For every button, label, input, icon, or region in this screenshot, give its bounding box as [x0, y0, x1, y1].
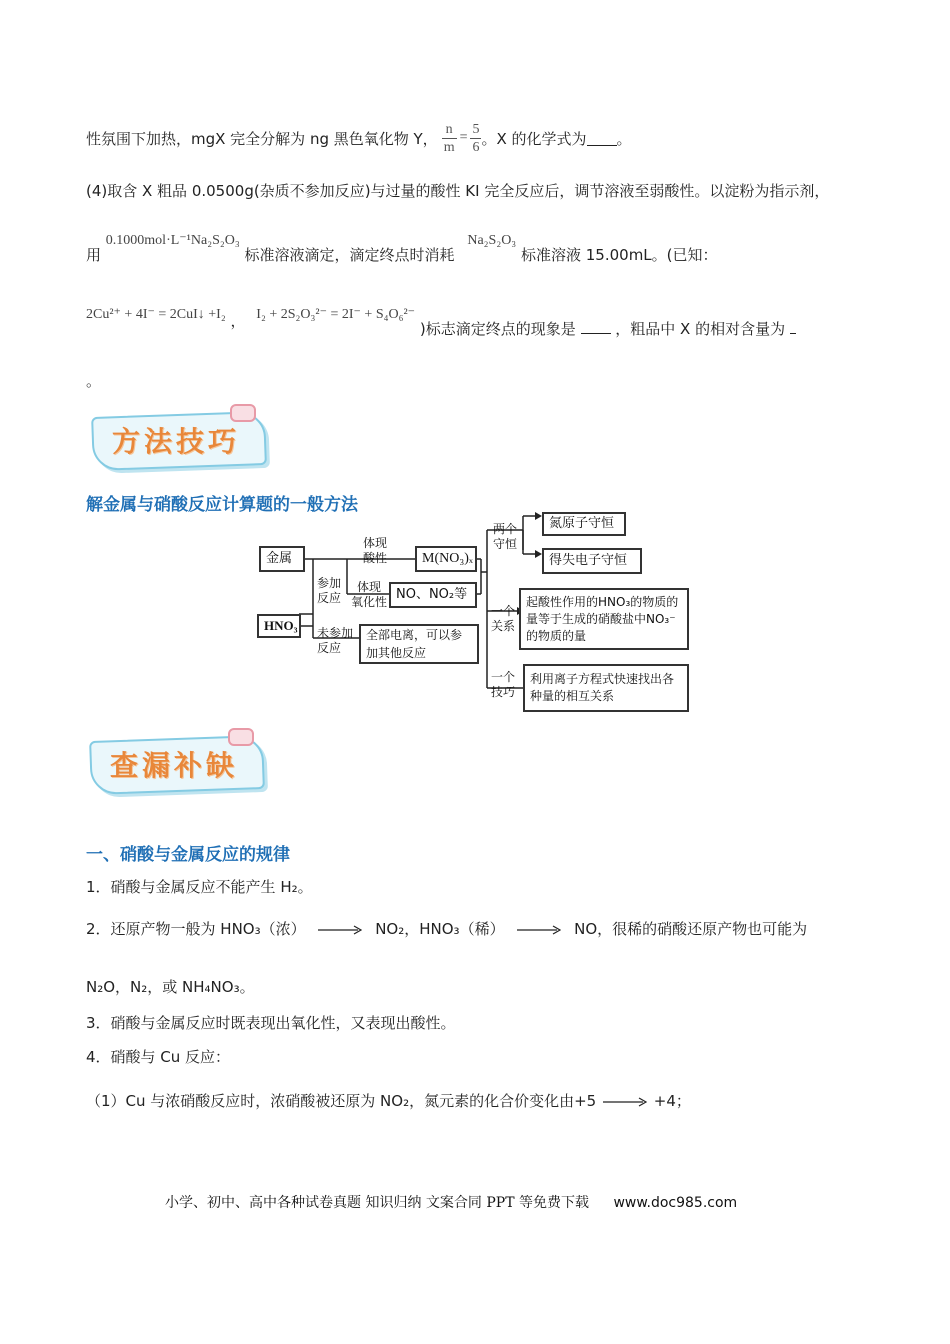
item-4: 4．硝酸与 Cu 反应： [86, 1048, 231, 1066]
n-atom-box: 氮原子守恒 [542, 512, 626, 536]
q4-line1: (4)取含 X 粗品 0.0500g(杂质不参加反应)与过量的酸性 KI 完全反应后，调节溶液至弱酸性。以淀粉为指示剂， [86, 182, 830, 200]
answer-blank [587, 131, 617, 146]
answer-blank [581, 319, 611, 334]
fraction-n-m: $\frac{n}{m}$ [443, 121, 455, 155]
label-participate: 参加 反应 [317, 576, 342, 605]
right-arrow-icon [517, 925, 561, 935]
right-arrow-icon [603, 1097, 647, 1107]
q4-line3: 2Cu²⁺ + 4I⁻ = 2CuI↓ +I₂ ， I₂ + 2S₂O₃²⁻ = 2I⁻ + S₄O₆²⁻ )标志滴定终点的现象是 ，粗品中 X 的相对含量为 [86, 302, 796, 323]
badge-method-tips: 方法技巧 [92, 404, 272, 470]
right-arrow-icon [318, 925, 362, 935]
item-4-1: （1）Cu 与浓硝酸反应时，浓硝酸被还原为 NO₂，氮元素的化合价变化由+5 +4； [86, 1092, 691, 1110]
equation-cu-i: 2Cu²⁺ + 4I⁻ = 2CuI↓ +I₂ [86, 307, 226, 322]
footer [165, 1192, 737, 1212]
q4-line2: 用 0.1000mol·L⁻¹Na₂S₂O₃ 标准溶液滴定，滴定终点时消耗 Na₂S₂O₃ 标准溶液 15.00mL。(已知： [86, 233, 718, 264]
q3-line: 性氛围下加热，mgX 完全分解为 ng 黑色氧化物 Y， $\frac{n}{m}$ = $\frac{5}{6}$ 。X 的化学式为 。 [86, 121, 632, 155]
item-3: 3．硝酸与金属反应时既表现出氧化性，又表现出酸性。 [86, 1014, 456, 1032]
label-two-conservations: 两个 守恒 [493, 522, 518, 551]
metal-box: 金属 [259, 546, 305, 572]
footer-left: 小学、初中、高中各种试卷真题 知识归纳 文案合同 PPT 等免费下载 [165, 1195, 589, 1211]
m-no3-box: M(NO₃)ₓ [415, 546, 477, 572]
skill-box: 利用离子方程式快速找出各种量的相互关系 [523, 664, 689, 712]
section-title: 一、硝酸与金属反应的规律 [86, 845, 290, 865]
item-1: 1．硝酸与金属反应不能产生 H₂。 [86, 878, 313, 896]
relation-box: 起酸性作用的HNO₃的物质的量等于生成的硝酸盐中NO₃⁻的物质的量 [519, 588, 689, 650]
item-2-cont: N₂O，N₂，或 NH₄NO₃。 [86, 978, 255, 996]
flow-diagram [255, 508, 695, 718]
answer-blank [790, 319, 796, 334]
label-not-participate: 未参加 反应 [317, 626, 354, 655]
label-acid: 体现 酸性 [363, 536, 388, 565]
equation-i2-s2o3: I₂ + 2S₂O₃²⁻ = 2I⁻ + S₄O₆²⁻ [256, 307, 416, 322]
full-ionization-box: 全部电离，可以参加其他反应 [359, 624, 479, 664]
label-one-relation: 一个 关系 [491, 604, 516, 633]
formula-na2s2o3-conc: 0.1000mol·L⁻¹Na₂S₂O₃ [105, 233, 240, 248]
label-oxid: 体现 氧化性 [351, 580, 388, 609]
footer-url[interactable]: www.doc985.com [613, 1195, 738, 1211]
no-no2-box: NO、NO₂等 [389, 582, 477, 608]
item-2: 2．还原产物一般为 HNO₃（浓） NO₂，HNO₃（稀） NO，很稀的硝酸还原产物也可能为 [86, 920, 808, 938]
fraction-5-6: $\frac{5}{6}$ [472, 121, 480, 155]
q3-text-a: 性氛围下加热，mgX 完全分解为 ng 黑色氧化物 Y， [86, 129, 438, 148]
formula-na2s2o3: Na₂S₂O₃ [467, 233, 517, 248]
method-title: 解金属与硝酸反应计算题的一般方法 [86, 495, 358, 515]
hno3-box: HNO₃ [257, 614, 301, 638]
label-one-skill: 一个 技巧 [491, 670, 516, 699]
electron-box: 得失电子守恒 [542, 548, 642, 574]
badge-fill-gaps: 查漏补缺 [90, 728, 270, 794]
q3-text-b: 。X 的化学式为 [481, 129, 587, 148]
